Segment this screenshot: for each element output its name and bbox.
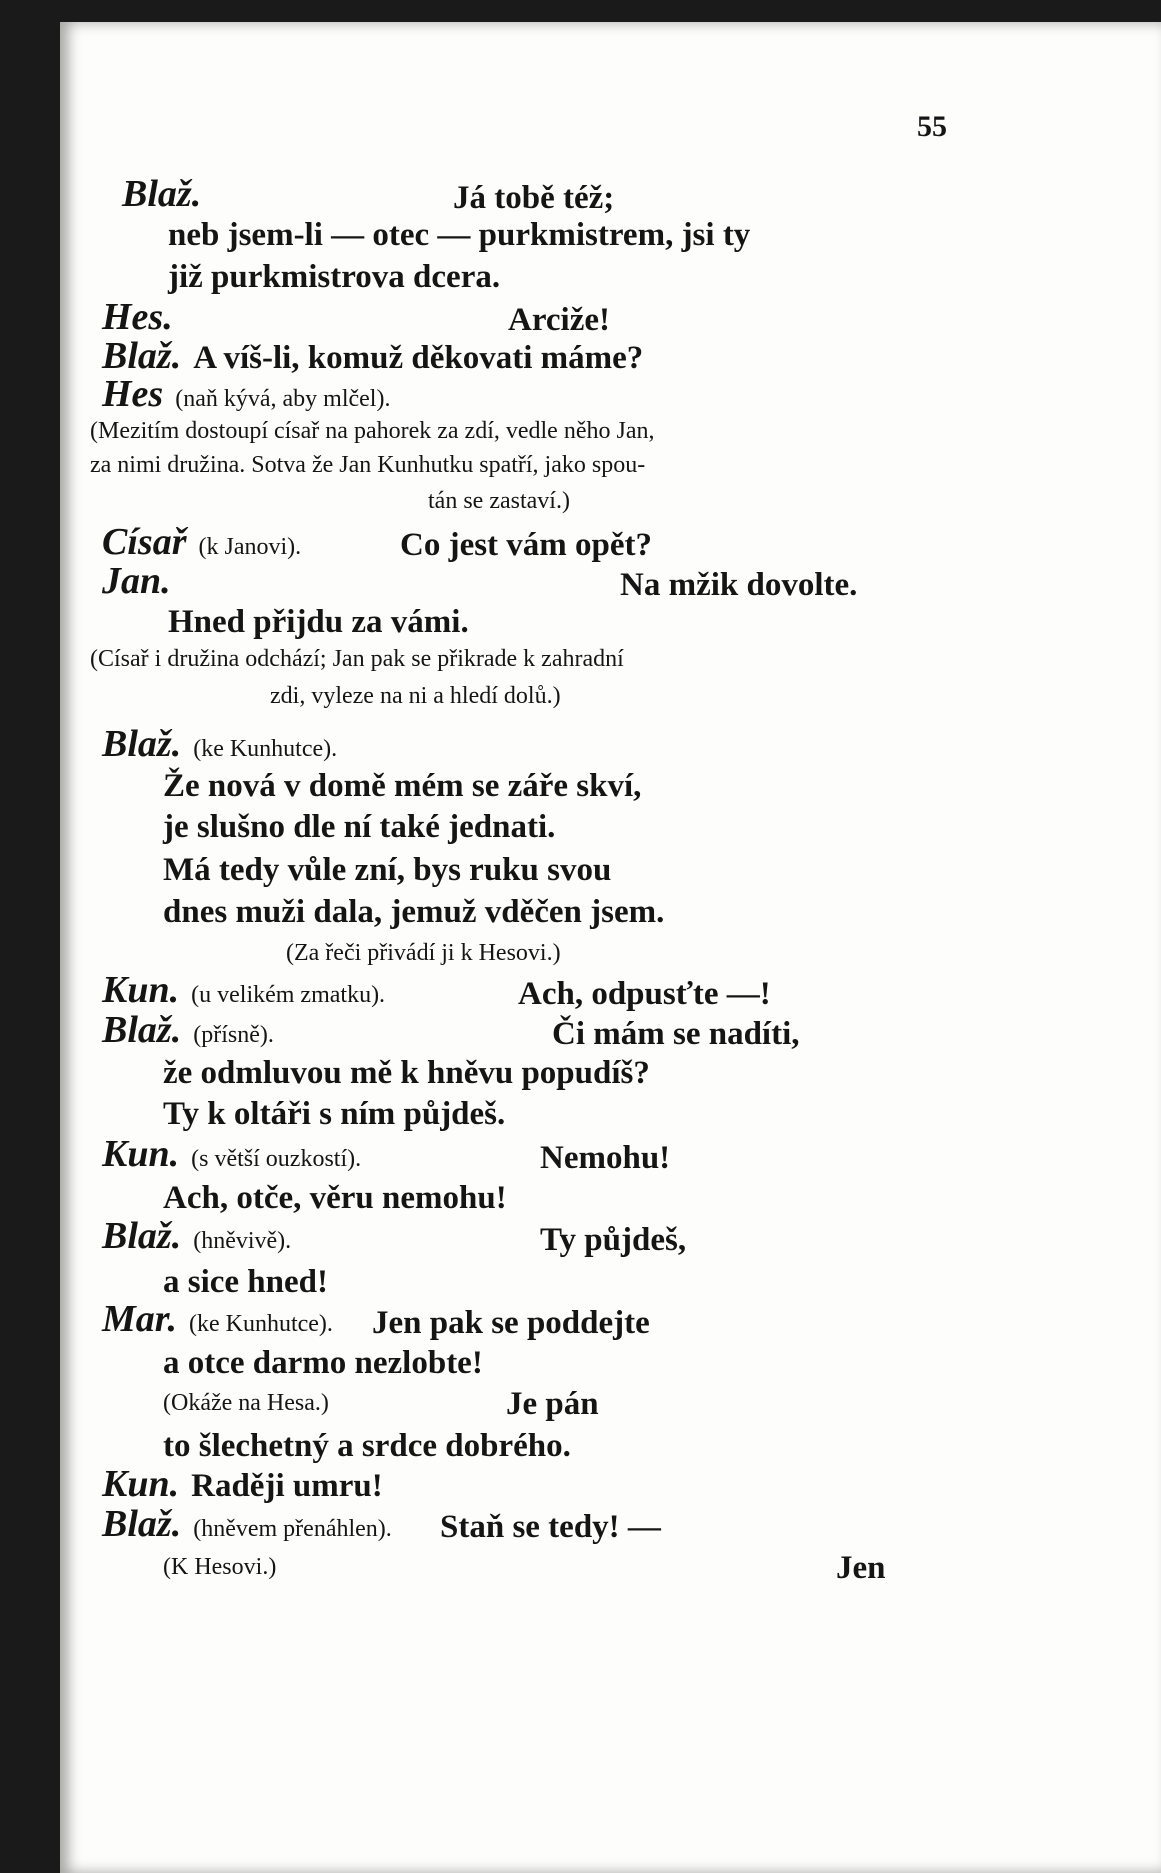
speech-line <box>102 968 385 1012</box>
stage-direction: (u velikém zmatku). <box>191 982 386 1008</box>
verse-line: že odmluvou mě k hněvu popudíš? <box>163 1055 650 1091</box>
speaker-name: Kun. <box>102 1463 180 1505</box>
speaker-name: Mar. <box>102 1298 177 1340</box>
stage-direction: (s větší ouzkostí). <box>191 1146 362 1172</box>
verse-line: Ach, otče, věru nemohu! <box>163 1180 507 1216</box>
verse-text: Co jest vám opět? <box>400 527 653 563</box>
speech-line <box>122 172 213 216</box>
speaker-line <box>102 559 183 603</box>
stage-direction: (přísně). <box>193 1022 274 1048</box>
verse-text: Já tobě též; <box>453 180 615 216</box>
verse-text: Jen <box>836 1550 886 1586</box>
speaker-line <box>102 295 185 339</box>
stage-direction: (K Hesovi.) <box>163 1554 277 1580</box>
speaker-name: Blaž. <box>122 173 202 215</box>
speaker-name: Blaž. <box>102 335 182 377</box>
verse-line: dnes muži dala, jemuž vděčen jsem. <box>163 894 665 930</box>
stage-direction: (k Janovi). <box>198 534 302 560</box>
speech-line <box>102 1502 392 1546</box>
verse-text: Raději umru! <box>191 1468 383 1504</box>
stage-direction: (Císař i družina odchází; Jan pak se přikrade k zahradní <box>90 646 624 672</box>
verse-line: Má tedy vůle zní, bys ruku svou <box>163 852 612 888</box>
speaker-name: Kun. <box>102 969 180 1011</box>
verse-text: Jen pak se poddejte <box>372 1305 650 1341</box>
speech-line <box>102 1008 274 1052</box>
stage-direction: (Mezitím dostoupí císař na pahorek za zdí, vedle něho Jan, <box>90 418 655 444</box>
verse-text: Staň se tedy! — <box>440 1509 661 1545</box>
verse-text: Je pán <box>506 1386 599 1422</box>
speech-line <box>102 1297 333 1341</box>
speaker-name: Blaž. <box>102 1009 182 1051</box>
speaker-name: Hes <box>102 373 164 415</box>
speech-line <box>102 372 390 416</box>
book-page <box>60 22 1161 1873</box>
speaker-name: Císař <box>102 521 187 563</box>
verse-text: Či mám se nadíti, <box>552 1016 800 1052</box>
page-number: 55 <box>917 110 947 143</box>
stage-direction: (Za řeči přivádí ji k Hesovi.) <box>286 940 561 966</box>
verse-line: Ty k oltáři s ním půjdeš. <box>163 1096 506 1132</box>
speaker-name: Blaž. <box>102 1503 182 1545</box>
verse-text: Na mžik dovolte. <box>620 567 858 603</box>
speaker-name: Kun. <box>102 1133 180 1175</box>
speaker-name: Blaž. <box>102 723 182 765</box>
verse-line: a otce darmo nezlobte! <box>163 1345 483 1381</box>
verse-line: a sice hned! <box>163 1264 328 1300</box>
stage-direction: (Okáže na Hesa.) <box>163 1390 329 1416</box>
stage-direction: (naň kývá, aby mlčel). <box>175 386 391 412</box>
verse-line: Že nová v domě mém se záře skví, <box>163 768 642 804</box>
stage-direction: za nimi družina. Sotva že Jan Kunhutku spatří, jako spou- <box>90 452 646 478</box>
verse-line: je slušno dle ní také jednati. <box>163 809 556 845</box>
verse-line: to šlechetný a srdce dobrého. <box>163 1428 571 1464</box>
speaker-name: Hes. <box>102 296 173 338</box>
stage-direction: (ke Kunhutce). <box>188 1311 333 1337</box>
speech-line <box>102 520 301 564</box>
speech-line <box>102 722 337 766</box>
verse-line: již purkmistrova dcera. <box>168 259 501 295</box>
verse-text: A víš-li, komuž děkovati máme? <box>193 340 644 376</box>
stage-direction: (hněvivě). <box>193 1228 292 1254</box>
stage-direction: zdi, vyleze na ni a hledí dolů.) <box>270 683 561 709</box>
verse-line: Hned přijdu za vámi. <box>168 604 469 640</box>
stage-direction: (ke Kunhutce). <box>193 736 338 762</box>
verse-text: Arciže! <box>508 302 610 338</box>
speech-line <box>102 1462 383 1506</box>
stage-direction: (hněvem přenáhlen). <box>193 1516 392 1542</box>
speaker-name: Jan. <box>102 560 171 602</box>
speaker-name: Blaž. <box>102 1215 182 1257</box>
stage-direction: tán se zastaví.) <box>428 488 570 514</box>
verse-text: Nemohu! <box>540 1140 671 1176</box>
verse-line: neb jsem-li — otec — purkmistrem, jsi ty <box>168 217 751 253</box>
verse-text: Ach, odpusťte —! <box>518 976 771 1012</box>
verse-text: Ty půjdeš, <box>540 1222 687 1258</box>
speech-line <box>102 1132 361 1176</box>
speech-line <box>102 1214 291 1258</box>
